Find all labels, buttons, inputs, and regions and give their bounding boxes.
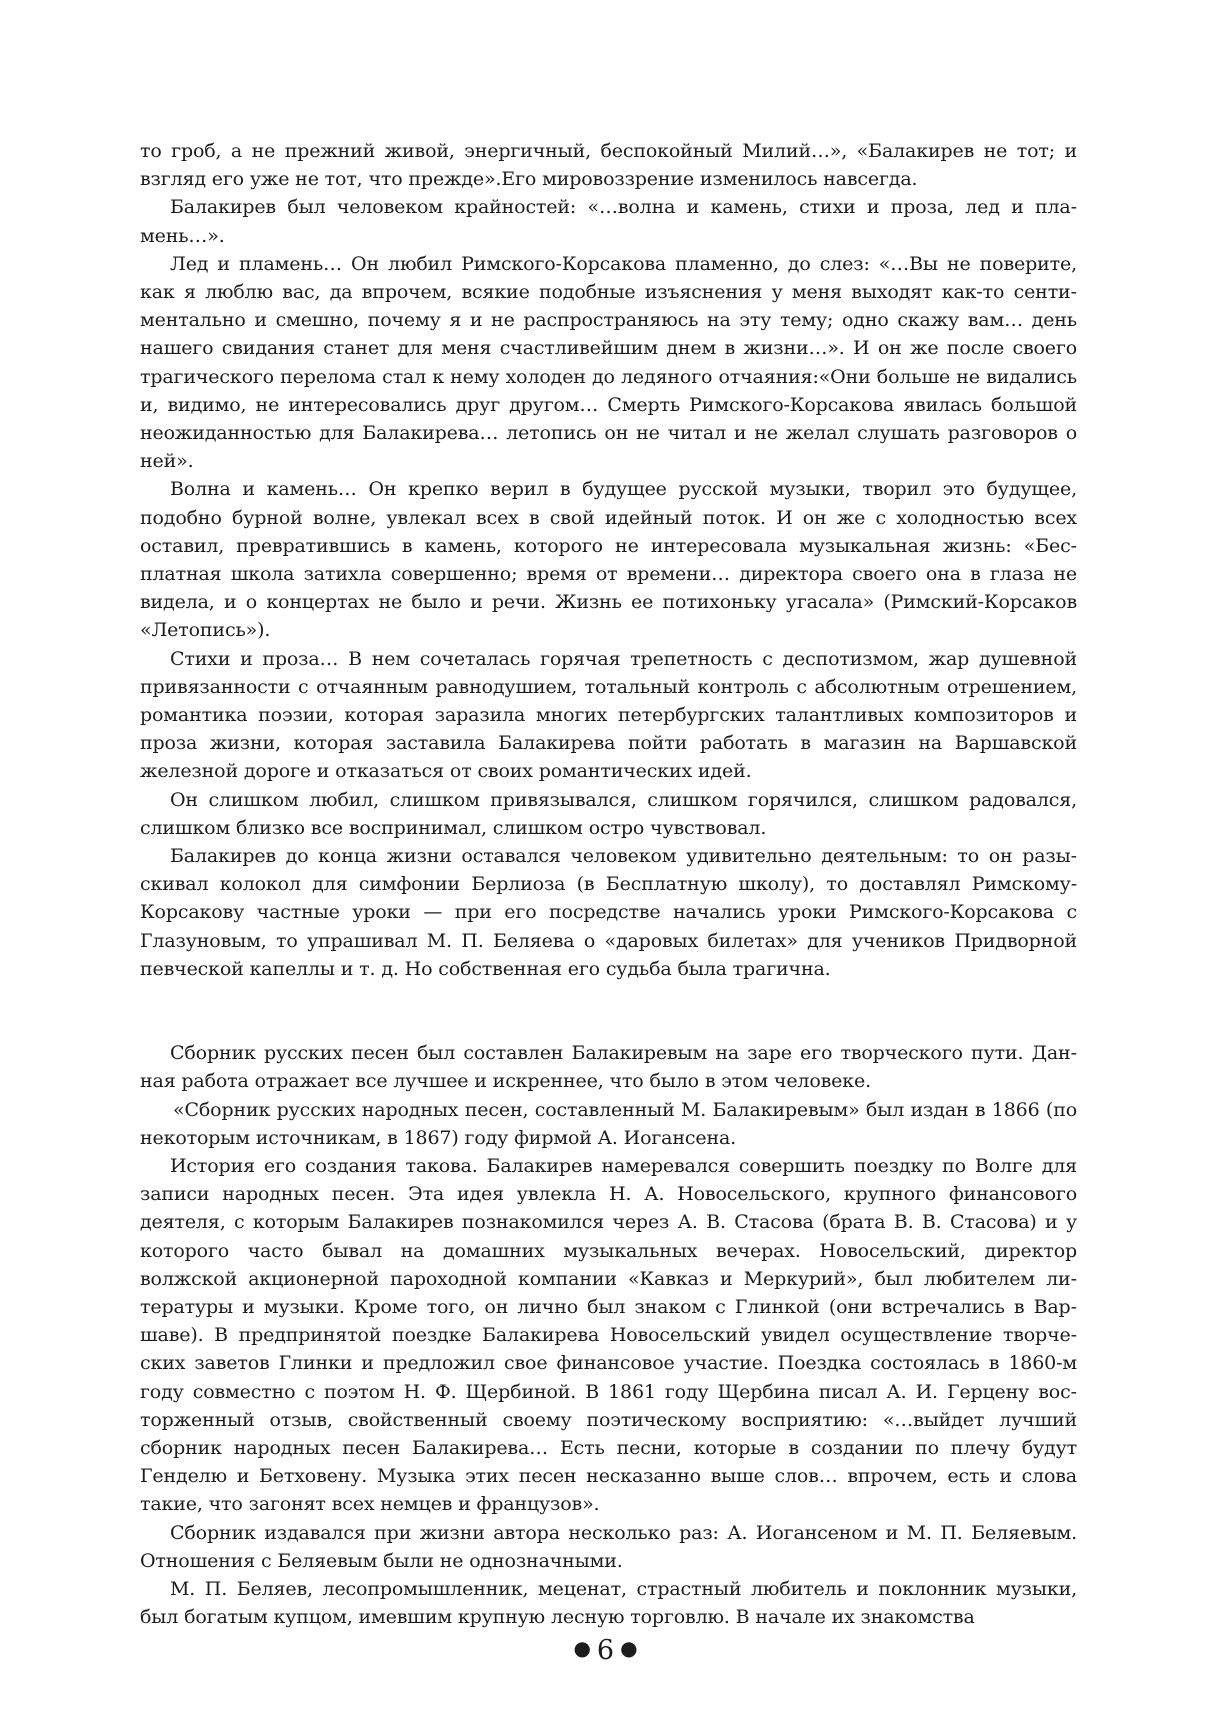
paragraph: Лед и пламень… Он любил Римского-Корсакова пламенно, до слез: «…Вы не поверите, как я люблю вас, да впрочем, всякие подобные изъяснения у меня выходят как-то сентиментально и смешно, почему я и не распространяюсь на эту тему; одно скажу вам… день нашего свидания станет для меня счастливейшим днем в жизни…». И он же после своего трагического перелома стал к нему холоден до ледяного отчаяния:«Они больше не видались и, видимо, не интересовались друг другом… Смерть Римского-Корсакова явилась большой неожиданностью для Балакирева… летопись он не читал и не желал слушать разговоров о ней». <box>140 252 1077 473</box>
bullet-icon: ● <box>573 1636 591 1660</box>
section-gap <box>140 983 1077 1039</box>
paragraph: Волна и камень… Он крепко верил в будущее русской музыки, творил это будущее, подобно бурной волне, увлекал всех в свой идейный поток. И он же с холодностью всех оставил, превратившись в камень, которого не интересовала музыкальная жизнь: «Бесплатная школа затихла совершенно; время от времени… директора своего она в глаза не видела, и о концертах не было и речи. Жизнь ее потихоньку угасала» (Римский-Корсаков «Летопись»). <box>140 478 1077 642</box>
paragraph: Стихи и проза… В нем сочеталась горячая трепетность с деспотизмом, жар душевной привязанности с отчаянным равнодушием, тотальный контроль с абсолютным отрешением, романтика поэзии, которая заразила многих петербургских талантливых композиторов и проза жизни, которая заставила Балакирева пойти работать в магазин на Варшавской железной дороге и отказаться от своих романтических идей. <box>140 647 1077 783</box>
page-number <box>0 1635 1211 1666</box>
paragraph: Балакирев до конца жизни оставался человеком удивительно деятельным: то он разыскивал колокол для симфонии Берлиоза (в Бесплатную школу), то доставлял Римскому-Корсакову частные уроки — при его посредстве начались уроки Римского-Корсакова с Глазуновым, то упрашивал М. П. Беляева о «даровых билетах» для учеников Придворной певческой капеллы и т. д. Но собственная его судьба была трагична. <box>140 845 1077 980</box>
paragraph: Он слишком любил, слишком привязывался, слишком горячился, слишком радовался, слишком близко все воспринимал, слишком остро чувствовал. <box>140 788 1077 839</box>
page-number-value: 6 <box>596 1635 615 1666</box>
paragraph: Сборник русских песен был составлен Балакиревым на заре его творческого пути. Данная работа отражает все лучшее и искреннее, что было в этом человеке. <box>140 1042 1077 1093</box>
bullet-icon: ● <box>620 1636 638 1660</box>
paragraph: Сборник издавался при жизни автора несколько раз: А. Иогансеном и М. П. Беляевым. Отношения с Беляевым были не однозначными. <box>140 1521 1077 1572</box>
paragraph: История его создания такова. Балакирев намеревался совершить поездку по Волге для записи народных песен. Эта идея увлекла Н. А. Новосельского, крупного финансового деятеля, с которым Балакирев познакомился через А. В. Стасова (брата В. В. Стасова) и у которого часто бывал на домашних музыкальных вечерах. Новосельский, директор волжской акционерной пароходной компании «Кавказ и Меркурий», был любителем литературы и музыки. Кроме того, он лично был знаком с Глинкой (они встречались в Варшаве). В предпринятой поездке Балакирева Новосельский увидел осуществление творческих заветов Глинки и предложил свое финансовое участие. Поездка состоялась в 1860-м году совместно с поэтом Н. Ф. Щербиной. В 1861 году Щербина писал А. И. Герцену восторженный отзыв, свойственный своему поэтическому восприятию: «…выйдет лучший сборник народных песен Балакирева… Есть песни, которые в создании по плечу будут Генделю и Бетховену. Музыка этих песен несказанно выше слов… впрочем, есть и слова такие, что загонят всех немцев и французов». <box>140 1154 1077 1516</box>
body-text <box>140 137 1077 1631</box>
paragraph: «Сборник русских народных песен, составленный М. Балакиревым» был издан в 1866 (по некоторым источникам, в 1867) году фирмой А. Иогансена. <box>140 1098 1077 1149</box>
paragraph: М. П. Беляев, лесопромышленник, меценат, страстный любитель и поклонник музыки, был богатым купцом, имевшим крупную лесную торговлю. В начале их знакомства <box>140 1577 1077 1629</box>
paragraph: Балакирев был человеком крайностей: «…волна и камень, стихи и проза, лед и пламень…». <box>140 196 1077 247</box>
paragraph: то гроб, а не прежний живой, энергичный, беспокойный Милий…», «Балакирев не тот; и взгляд его уже не тот, что прежде».Его мировоззрение изменилось навсегда. <box>140 140 1077 191</box>
